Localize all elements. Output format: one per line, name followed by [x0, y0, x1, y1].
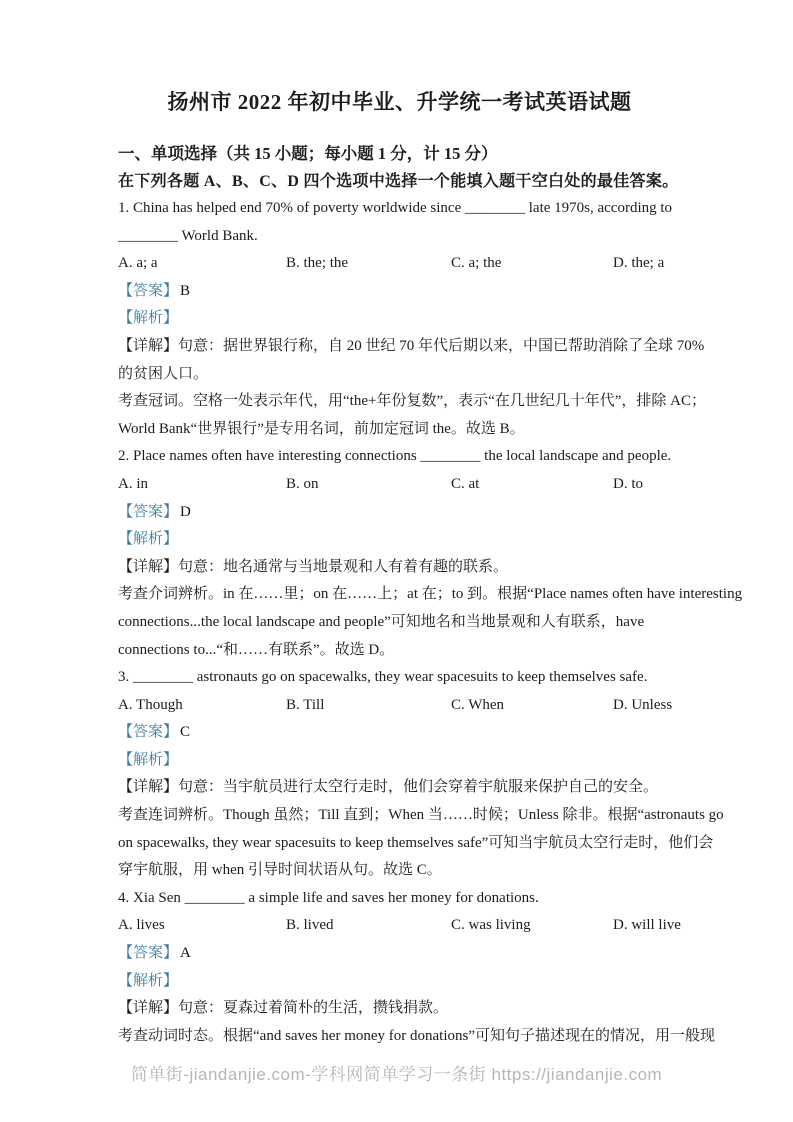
- question-stem: 1. China has helped end 70% of poverty worldwide since ________ late 1970s, according to: [118, 200, 673, 216]
- analysis-label: 【解析】: [118, 972, 179, 989]
- answer-line: [118, 940, 681, 968]
- option-d: D. will live: [613, 917, 681, 934]
- explanation-line: 【详解】句意：夏森过着简朴的生活，攒钱捐款。: [118, 1000, 449, 1017]
- page-title: 扬州市 2022 年初中毕业、升学统一考试英语试题: [167, 90, 632, 114]
- option-a: A. Though: [118, 696, 183, 713]
- question-stem: 3. ________ astronauts go on spacewalks, they wear spacesuits to keep themselves safe.: [118, 669, 648, 686]
- question-block-2: [118, 443, 743, 664]
- option-b: B. lived: [286, 917, 334, 934]
- analysis-line: [118, 526, 681, 554]
- option-b: B. on: [286, 475, 319, 492]
- explanation-line: 【详解】句意：据世界银行称，自 20 世纪 70 年代后期以来，中国已帮助消除了全球 70%: [118, 337, 705, 354]
- question-stem: 4. Xia Sen ________ a simple life and saves her money for donations.: [118, 889, 539, 906]
- analysis-line: [118, 747, 681, 775]
- option-b: B. Till: [286, 696, 325, 713]
- answer-line: [118, 499, 681, 527]
- option-d: D. Unless: [613, 696, 673, 713]
- analysis-label: 【解析】: [118, 310, 179, 327]
- analysis-line: [118, 305, 681, 333]
- answer-value: D: [180, 503, 191, 520]
- option-c: C. When: [451, 696, 505, 713]
- explanation-line: 【详解】句意：地名通常与当地景观和人有着有趣的联系。: [118, 558, 509, 575]
- question-stem-continued: ________ World Bank.: [118, 227, 258, 244]
- question-block-3: [118, 664, 724, 885]
- options-row: [118, 250, 681, 278]
- answer-value: A: [180, 945, 191, 962]
- answer-line: [118, 719, 681, 747]
- explanation-line: 考查动词时态。根据“and saves her money for donations”可知句子描述现在的情况，用一般现: [118, 1027, 716, 1044]
- explanation-line: World Bank“世界银行”是专用名词，前加定冠词 the。故选 B。: [118, 420, 525, 437]
- explanation-line: 考查冠词。空格一处表示年代，用“the+年份复数”，表示“在几世纪几十年代”，排除 AC；: [118, 393, 707, 410]
- answer-line: [118, 278, 681, 306]
- answer-label: 【答案】: [118, 724, 179, 741]
- options-row: [118, 912, 681, 940]
- explanation-line: 考查连词辨析。Though 虽然；Till 直到；When 当……时候；Unless 除非。根据“astronauts go: [118, 807, 724, 824]
- answer-label: 【答案】: [118, 503, 179, 520]
- explanation-line: 的贫困人口。: [118, 365, 209, 382]
- options-row: [118, 692, 681, 720]
- watermark-footer: 简单街-jiandanjie.com-学科网简单学习一条街 https://jiandanjie.com: [130, 1065, 663, 1084]
- explanation-line: on spacewalks, they wear spacesuits to keep themselves safe”可知当宇航员太空行走时，他们会: [118, 834, 714, 851]
- analysis-line: [118, 968, 681, 996]
- explanation-line: 穿宇航服，用 when 引导时间状语从句。故选 C。: [118, 862, 442, 879]
- explanation-line: 【详解】句意：当宇航员进行太空行走时，他们会穿着宇航服来保护自己的安全。: [118, 779, 659, 796]
- question-stem: 2. Place names often have interesting connections ________ the local landscape and people.: [118, 448, 672, 465]
- option-c: C. was living: [451, 917, 531, 934]
- analysis-label: 【解析】: [118, 751, 179, 768]
- options-row: [118, 471, 681, 499]
- explanation-line: 考查介词辨析。in 在……里；on 在……上；at 在；to 到。根据“Place names often have interesting: [118, 586, 743, 603]
- option-c: C. at: [451, 475, 480, 492]
- section-instruction: 在下列各题 A、B、C、D 四个选项中选择一个能填入题干空白处的最佳答案。: [118, 172, 679, 190]
- answer-value: B: [180, 282, 191, 299]
- option-c: C. a; the: [451, 255, 502, 272]
- explanation-line: connections...the local landscape and people”可知地名和当地景观和人有联系，have: [118, 613, 645, 630]
- answer-value: C: [180, 724, 191, 741]
- question-block-4: [118, 885, 716, 1051]
- option-a: A. in: [118, 475, 148, 492]
- answer-label: 【答案】: [118, 945, 179, 962]
- answer-label: 【答案】: [118, 282, 179, 299]
- option-d: D. the; a: [613, 255, 665, 272]
- option-d: D. to: [613, 475, 643, 492]
- explanation-line: connections to...“和……有联系”。故选 D。: [118, 641, 395, 658]
- question-block-1: [118, 195, 707, 443]
- option-a: A. lives: [118, 917, 165, 934]
- analysis-label: 【解析】: [118, 531, 179, 548]
- section-heading: 一、单项选择（共 15 小题；每小题 1 分，计 15 分）: [118, 144, 498, 163]
- option-a: A. a; a: [118, 255, 158, 272]
- option-b: B. the; the: [286, 255, 349, 272]
